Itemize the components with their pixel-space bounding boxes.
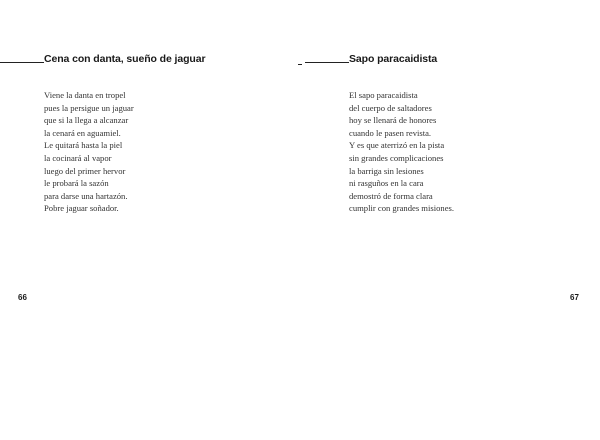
poem-line: cuando le pasen revista.: [349, 127, 432, 138]
poem-line: sin grandes complicaciones: [349, 152, 444, 163]
poem-line: Pobre jaguar soñador.: [44, 203, 119, 214]
poem-line: que si la llega a alcanzar: [44, 115, 129, 126]
poem-line: para darse una hartazón.: [44, 190, 128, 201]
poem-line: la cenará en aguamiel.: [44, 127, 121, 138]
left-page-number: 66: [18, 293, 27, 302]
poem-line: la barriga sin lesiones: [349, 165, 424, 176]
poem-line: la cocinará al vapor: [44, 152, 112, 163]
poem-line: Y es que aterrizó en la pista: [349, 140, 445, 151]
poem-line: ni rasguños en la cara: [349, 178, 424, 189]
poem-line: luego del primer hervor: [44, 165, 126, 176]
right-page-number: 67: [570, 293, 579, 302]
poem-line: pues la persigue un jaguar: [44, 102, 134, 113]
left-poem-body: [44, 89, 134, 215]
poem-line: Viene la danta en tropel: [44, 90, 126, 100]
right-poem-title: Sapo paracaidista: [349, 53, 438, 65]
left-poem-title: Cena con danta, sueño de jaguar: [44, 53, 206, 65]
poem-line: cumplir con grandes misiones.: [349, 203, 455, 214]
right-title-rule: [305, 62, 349, 63]
left-title-rule: [0, 62, 44, 63]
poem-line: El sapo paracaidista: [349, 90, 418, 100]
poem-line: demostró de forma clara: [349, 190, 433, 201]
poem-line: le probará la sazón: [44, 178, 109, 189]
poem-line: del cuerpo de saltadores: [349, 102, 432, 113]
poem-line: Le quitará hasta la piel: [44, 140, 123, 151]
poem-line: hoy se llenará de honores: [349, 115, 437, 126]
right-poem-body: [349, 89, 454, 215]
right-rule-mark: [298, 64, 302, 65]
